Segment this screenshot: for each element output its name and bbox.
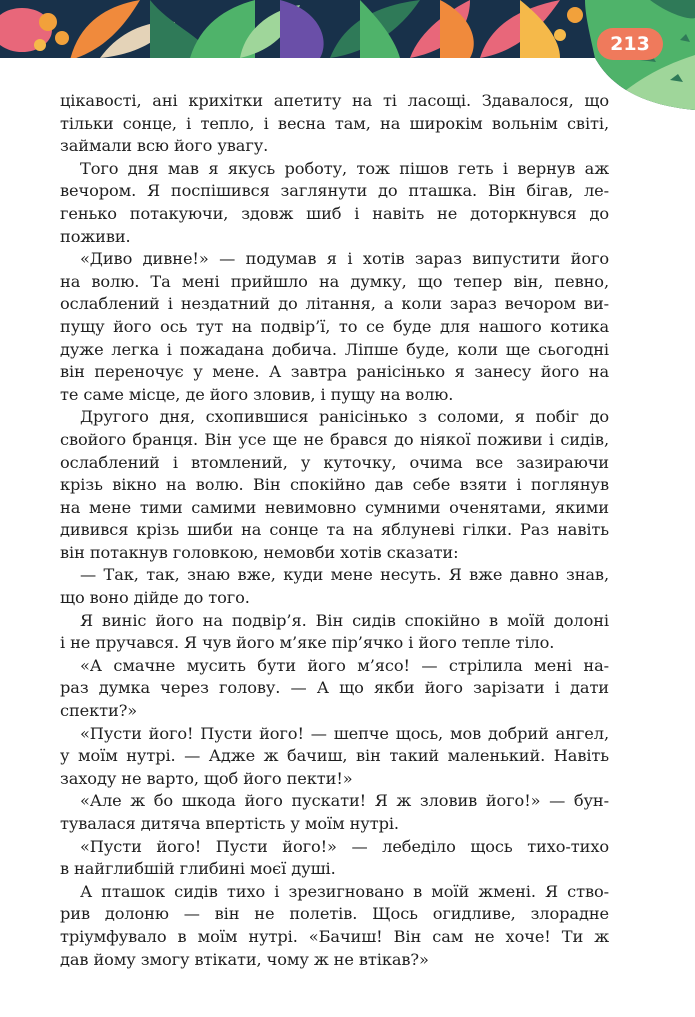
text-line: генько потакуючи, здовж шиб і навіть не доторкнувся до	[60, 203, 609, 223]
paragraph	[60, 610, 609, 655]
text-line: «Диво дивне!» — подумав я і хотів зараз випустити його	[80, 249, 609, 269]
text-line: «Пусти його! Пусти його! — шепче щось, мов добрий ангел,	[80, 723, 609, 743]
text-line: тріумфувало в моїм нутрі. «Бачиш! Він сам не хоче! Ти ж	[60, 926, 609, 946]
text-line: у моїм нутрі. — Адже ж бачиш, він такий маленький. Навіть	[60, 746, 609, 766]
story-text	[60, 90, 609, 971]
text-line: тільки сонце, і тепло, і весна там, на широкім вольнім світі,	[60, 113, 609, 133]
text-line: А пташок сидів тихо і зрезигновано в моїй жмені. Я ство-	[80, 881, 609, 901]
text-line: займали всю його увагу.	[60, 136, 269, 156]
text-line: дуже легка і пожадана добича. Ліпше буде, коли ще сьогодні	[60, 339, 609, 359]
page-number-badge: 213	[597, 28, 663, 60]
text-line: спекти?»	[60, 701, 138, 721]
text-line: поживи.	[60, 226, 131, 246]
text-line: дивився крізь шиби на сонце та на яблуневі гілки. Раз навіть	[60, 520, 609, 540]
text-line: вечором. Я поспішився заглянути до пташка. Він бігав, ле-	[60, 181, 609, 201]
text-line: він переночує у мене. А завтра ранісінько я занесу його на	[60, 362, 609, 382]
text-line: крізь вікно на волю. Він спокійно дав себе взяти і поглянув	[60, 475, 609, 495]
text-line: дав йому змогу втікати, чому ж не втікав?»	[60, 949, 429, 969]
text-line: тувалася дитяча впертість у моїм нутрі.	[60, 814, 399, 833]
paragraph	[60, 723, 609, 791]
paragraph	[60, 158, 609, 248]
paragraph	[60, 881, 609, 971]
text-line: Того дня мав я якусь роботу, тож пішов геть і вернув аж	[80, 158, 609, 178]
text-line: ослаблений і втомлений, у куточку, очима все зазираючи	[60, 452, 609, 472]
text-line: в найглибшій глибині моєї душі.	[60, 859, 336, 879]
paragraph	[60, 564, 609, 609]
paragraph	[60, 836, 609, 881]
text-line: рив долоню — він не полетів. Щось огидливе, злорадне	[60, 904, 609, 924]
text-line: цікавості, ані крихітки апетиту на ті ласощі. Здавалося, що	[60, 91, 609, 110]
paragraph	[60, 655, 609, 723]
paragraph	[60, 406, 609, 564]
text-line: Я виніс його на подвір’я. Він сидів спокійно в моїй долоні	[80, 610, 609, 630]
paragraph	[60, 248, 609, 406]
text-line: свойого бранця. Він усе ще не брався до ніякої поживи і сидів,	[60, 429, 609, 449]
text-line: раз думка через голову. — А що якби його зарізати і дати	[60, 678, 609, 698]
text-line: — Так, так, знаю вже, куди мене несуть. Я вже давно знав,	[80, 565, 609, 585]
text-line: заходу не варто, щоб його пекти!»	[60, 768, 353, 788]
text-line: «Але ж бо шкода його пускати! Я ж зловив його!» — бун-	[80, 791, 609, 811]
text-line: він потакнув головкою, немовби хотів сказати:	[60, 542, 459, 562]
text-line: і не пручався. Я чув його м’яке пір’ячко і його тепле тіло.	[60, 633, 555, 653]
text-line: ослаблений і нездатний до літання, а коли зараз вечором ви-	[60, 294, 609, 314]
text-line: на волю. Та мені прийшло на думку, що тепер він, певно,	[60, 271, 609, 291]
text-line: на мене тими самими невимовно сумними оченятами, якими	[60, 497, 609, 517]
text-line: «Пусти його! Пусти його!» — лебеділо щось тихо-тихо	[80, 836, 609, 856]
text-line: пущу його ось тут на подвір’ї, то се буде для нашого котика	[60, 316, 609, 336]
text-line: «А смачне мусить бути його м’ясо! — стрілила мені на-	[80, 655, 609, 675]
paragraph	[60, 90, 609, 158]
paragraph	[60, 790, 609, 835]
text-line: те саме місце, де його зловив, і пущу на волю.	[60, 384, 454, 404]
text-line: Другого дня, схопившися ранісінько з соломи, я побіг до	[80, 407, 609, 427]
text-line: що воно дійде до того.	[60, 588, 250, 608]
